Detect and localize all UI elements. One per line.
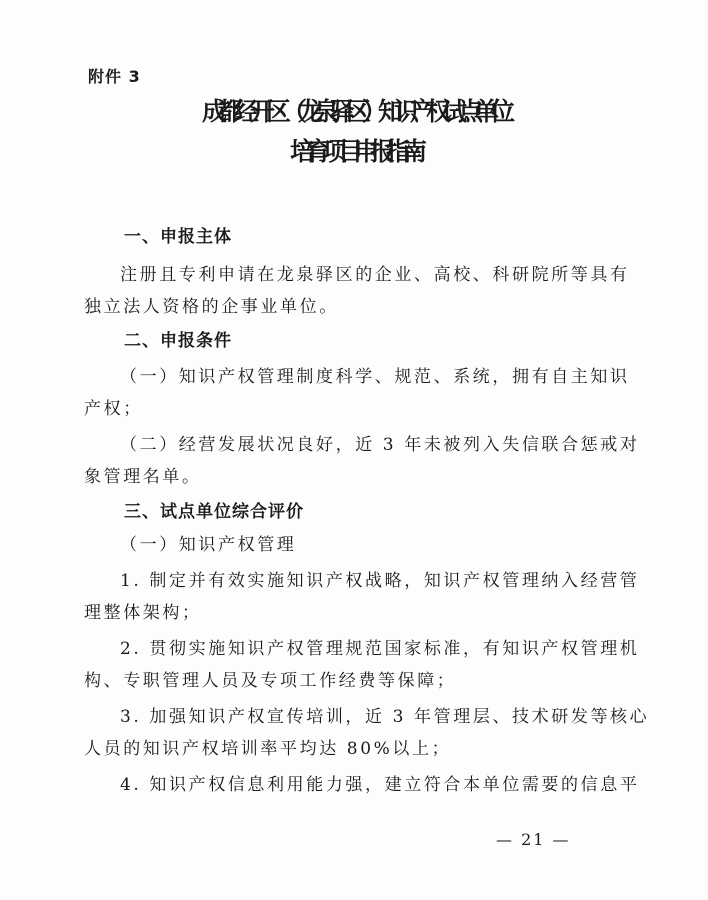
document-title-line-1: 成都经开区（龙泉驿区）知识产权试点单位 bbox=[201, 97, 506, 126]
paragraph-line: （一）知识产权管理制度科学、规范、系统，拥有自主知识 bbox=[120, 367, 630, 387]
paragraph-line: 独立法人资格的企事业单位。 bbox=[84, 297, 339, 317]
paragraph-line: 3. 加强知识产权宣传培训，近 3 年管理层、技术研发等核心 bbox=[120, 707, 650, 727]
document-title-line-2: 培育项目申报指南 bbox=[289, 137, 418, 166]
paragraph-line: 象管理名单。 bbox=[84, 467, 202, 487]
paragraph-line: 理整体架构； bbox=[84, 603, 202, 623]
paragraph-line: 构、专职管理人员及专项工作经费等保障； bbox=[84, 671, 457, 691]
subsection-heading: （一）知识产权管理 bbox=[120, 535, 297, 555]
paragraph-line: 2. 贯彻实施知识产权管理规范国家标准，有知识产权管理机 bbox=[120, 639, 640, 659]
section-heading-3: 三、试点单位综合评价 bbox=[124, 502, 304, 522]
paragraph-line: 4. 知识产权信息利用能力强，建立符合本单位需要的信息平 bbox=[120, 775, 640, 795]
section-heading-1: 一、申报主体 bbox=[124, 227, 232, 247]
paragraph-line: 产权； bbox=[84, 399, 143, 419]
page-number: — 21 — bbox=[496, 830, 571, 849]
attachment-label: 附件 3 bbox=[88, 67, 141, 86]
paragraph-line: （二）经营发展状况良好，近 3 年未被列入失信联合惩戒对 bbox=[120, 435, 640, 455]
paragraph-line: 人员的知识产权培训率平均达 80%以上； bbox=[84, 739, 452, 759]
paragraph-line: 注册且专利申请在龙泉驿区的企业、高校、科研院所等具有 bbox=[120, 265, 630, 285]
paragraph-line: 1. 制定并有效实施知识产权战略，知识产权管理纳入经营管 bbox=[120, 571, 640, 591]
section-heading-2: 二、申报条件 bbox=[124, 331, 232, 351]
